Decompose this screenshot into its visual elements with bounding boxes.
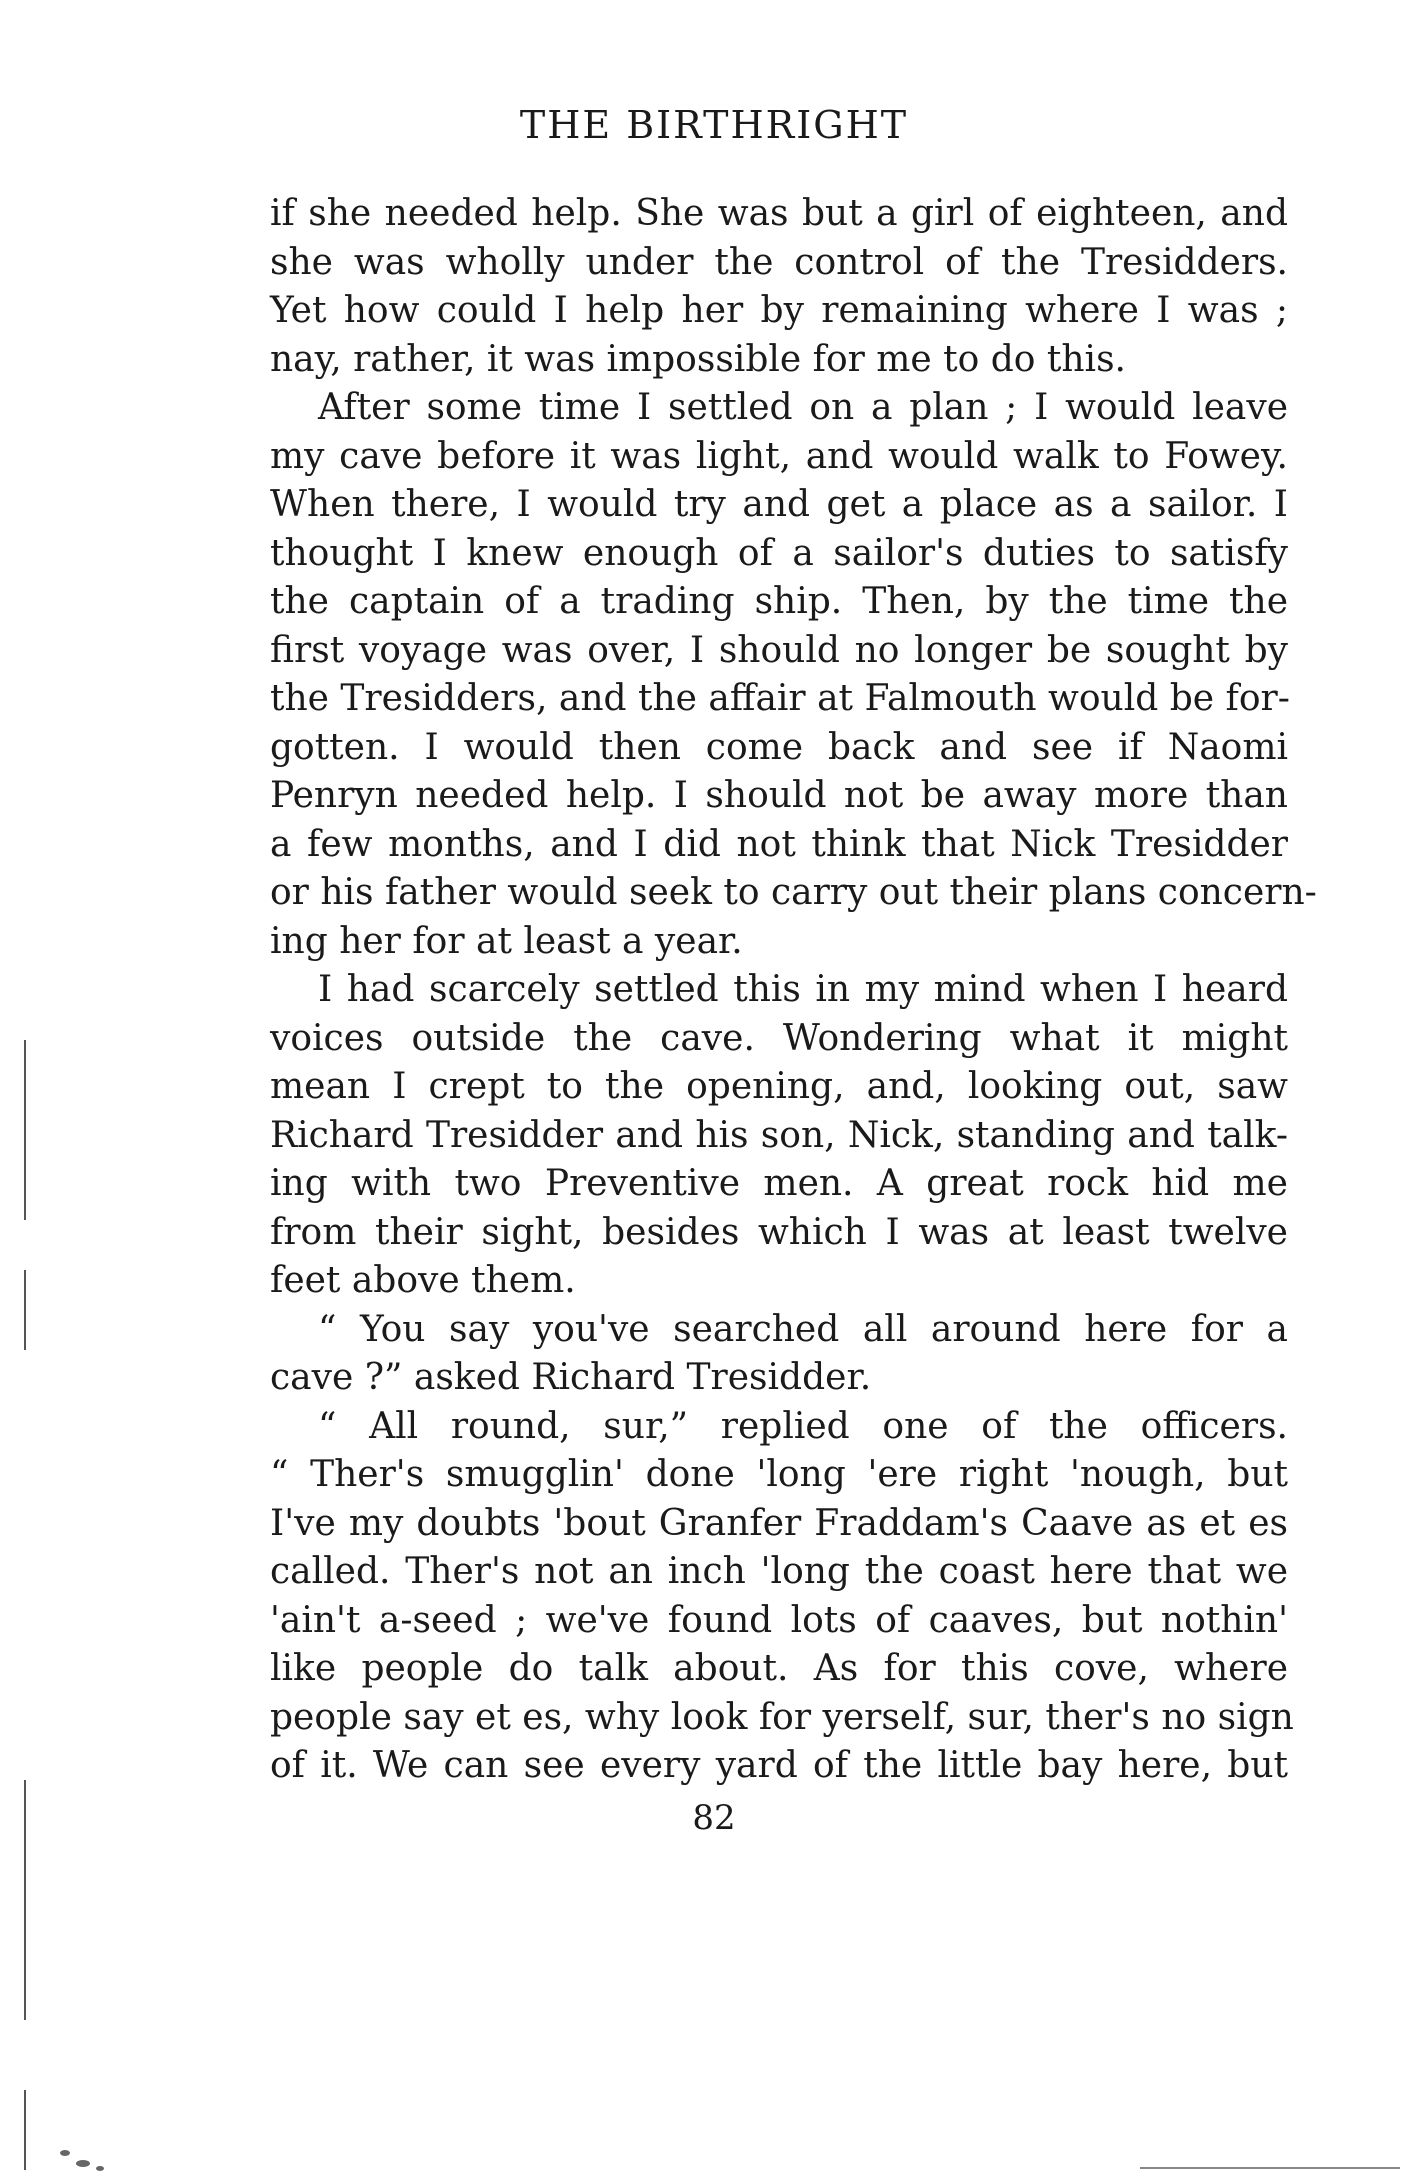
text-line: Penryn needed help. I should not be away more than xyxy=(270,775,1288,816)
text-line: people say et es, why look for yerself, sur, ther's no sign xyxy=(270,1696,1294,1738)
scan-gutter-mark xyxy=(24,2090,26,2170)
scan-speck xyxy=(60,2150,70,2156)
text-line: mean I crept to the opening, and, looking out, saw xyxy=(270,1066,1288,1107)
text-line: called. Ther's not an inch 'long the coast here that we xyxy=(270,1551,1288,1592)
scan-speck xyxy=(96,2166,104,2171)
text-line: cave ?” asked Richard Tresidder. xyxy=(270,1357,872,1398)
paragraph xyxy=(270,190,1288,384)
text-line: When there, I would try and get a place as a sailor. I xyxy=(270,484,1288,525)
scan-gutter-mark xyxy=(24,1040,26,1220)
text-line: the Tresidders, and the affair at Falmouth would be for- xyxy=(270,678,1290,719)
text-line: I had scarcely settled this in my mind when I heard xyxy=(318,969,1288,1010)
text-line: I've my doubts 'bout Granfer Fraddam's Caave as et es xyxy=(270,1502,1288,1544)
scan-bottom-rule xyxy=(1140,2167,1400,2169)
text-line: thought I knew enough of a sailor's duties to satisfy xyxy=(270,532,1288,574)
text-line: feet above them. xyxy=(270,1260,576,1301)
scan-gutter-mark xyxy=(24,1270,26,1350)
text-line: the captain of a trading ship. Then, by the time the xyxy=(270,581,1288,622)
text-line: voices outside the cave. Wondering what it might xyxy=(270,1017,1288,1059)
scan-gutter-mark xyxy=(24,1780,26,2020)
text-line: first voyage was over, I should no longer be sought by xyxy=(270,629,1288,671)
text-line: she was wholly under the control of the Tresidders. xyxy=(270,241,1288,283)
text-line: After some time I settled on a plan ; I would leave xyxy=(318,387,1288,428)
text-line: my cave before it was light, and would walk to Fowey. xyxy=(270,435,1288,477)
scan-speck xyxy=(76,2160,90,2167)
text-line: or his father would seek to carry out their plans concern- xyxy=(270,872,1317,913)
text-line: from their sight, besides which I was at least twelve xyxy=(270,1211,1288,1253)
paragraph xyxy=(270,1403,1294,1791)
text-line: “ You say you've searched all around here for a xyxy=(318,1308,1288,1350)
text-line: if she needed help. She was but a girl of eighteen, and xyxy=(270,193,1288,234)
text-line: “ Ther's smugglin' done 'long 'ere right 'nough, but xyxy=(270,1454,1288,1495)
text-line: nay, rather, it was impossible for me to do this. xyxy=(270,338,1126,380)
paragraph xyxy=(270,384,1317,966)
text-line: a few months, and I did not think that Nick Tresidder xyxy=(270,823,1288,865)
text-line: ing with two Preventive men. A great rock hid me xyxy=(270,1163,1288,1204)
text-line: “ All round, sur,” replied one of the officers. xyxy=(318,1405,1288,1447)
text-line: gotten. I would then come back and see if Naomi xyxy=(270,726,1288,768)
text-line: of it. We can see every yard of the little bay here, but xyxy=(270,1745,1288,1786)
text-line: Richard Tresidder and his son, Nick, standing and talk- xyxy=(270,1114,1288,1156)
page-number: 82 xyxy=(692,1798,736,1838)
text-line: 'ain't a-seed ; we've found lots of caaves, but nothin' xyxy=(270,1599,1288,1641)
running-head: THE BIRTHRIGHT xyxy=(519,103,909,147)
text-line: like people do talk about. As for this cove, where xyxy=(270,1648,1288,1689)
text-line: Yet how could I help her by remaining where I was ; xyxy=(270,290,1288,331)
paragraph xyxy=(270,1306,1288,1403)
text-line: ing her for at least a year. xyxy=(270,920,743,962)
body-text xyxy=(270,190,1317,1791)
paragraph xyxy=(270,966,1288,1306)
